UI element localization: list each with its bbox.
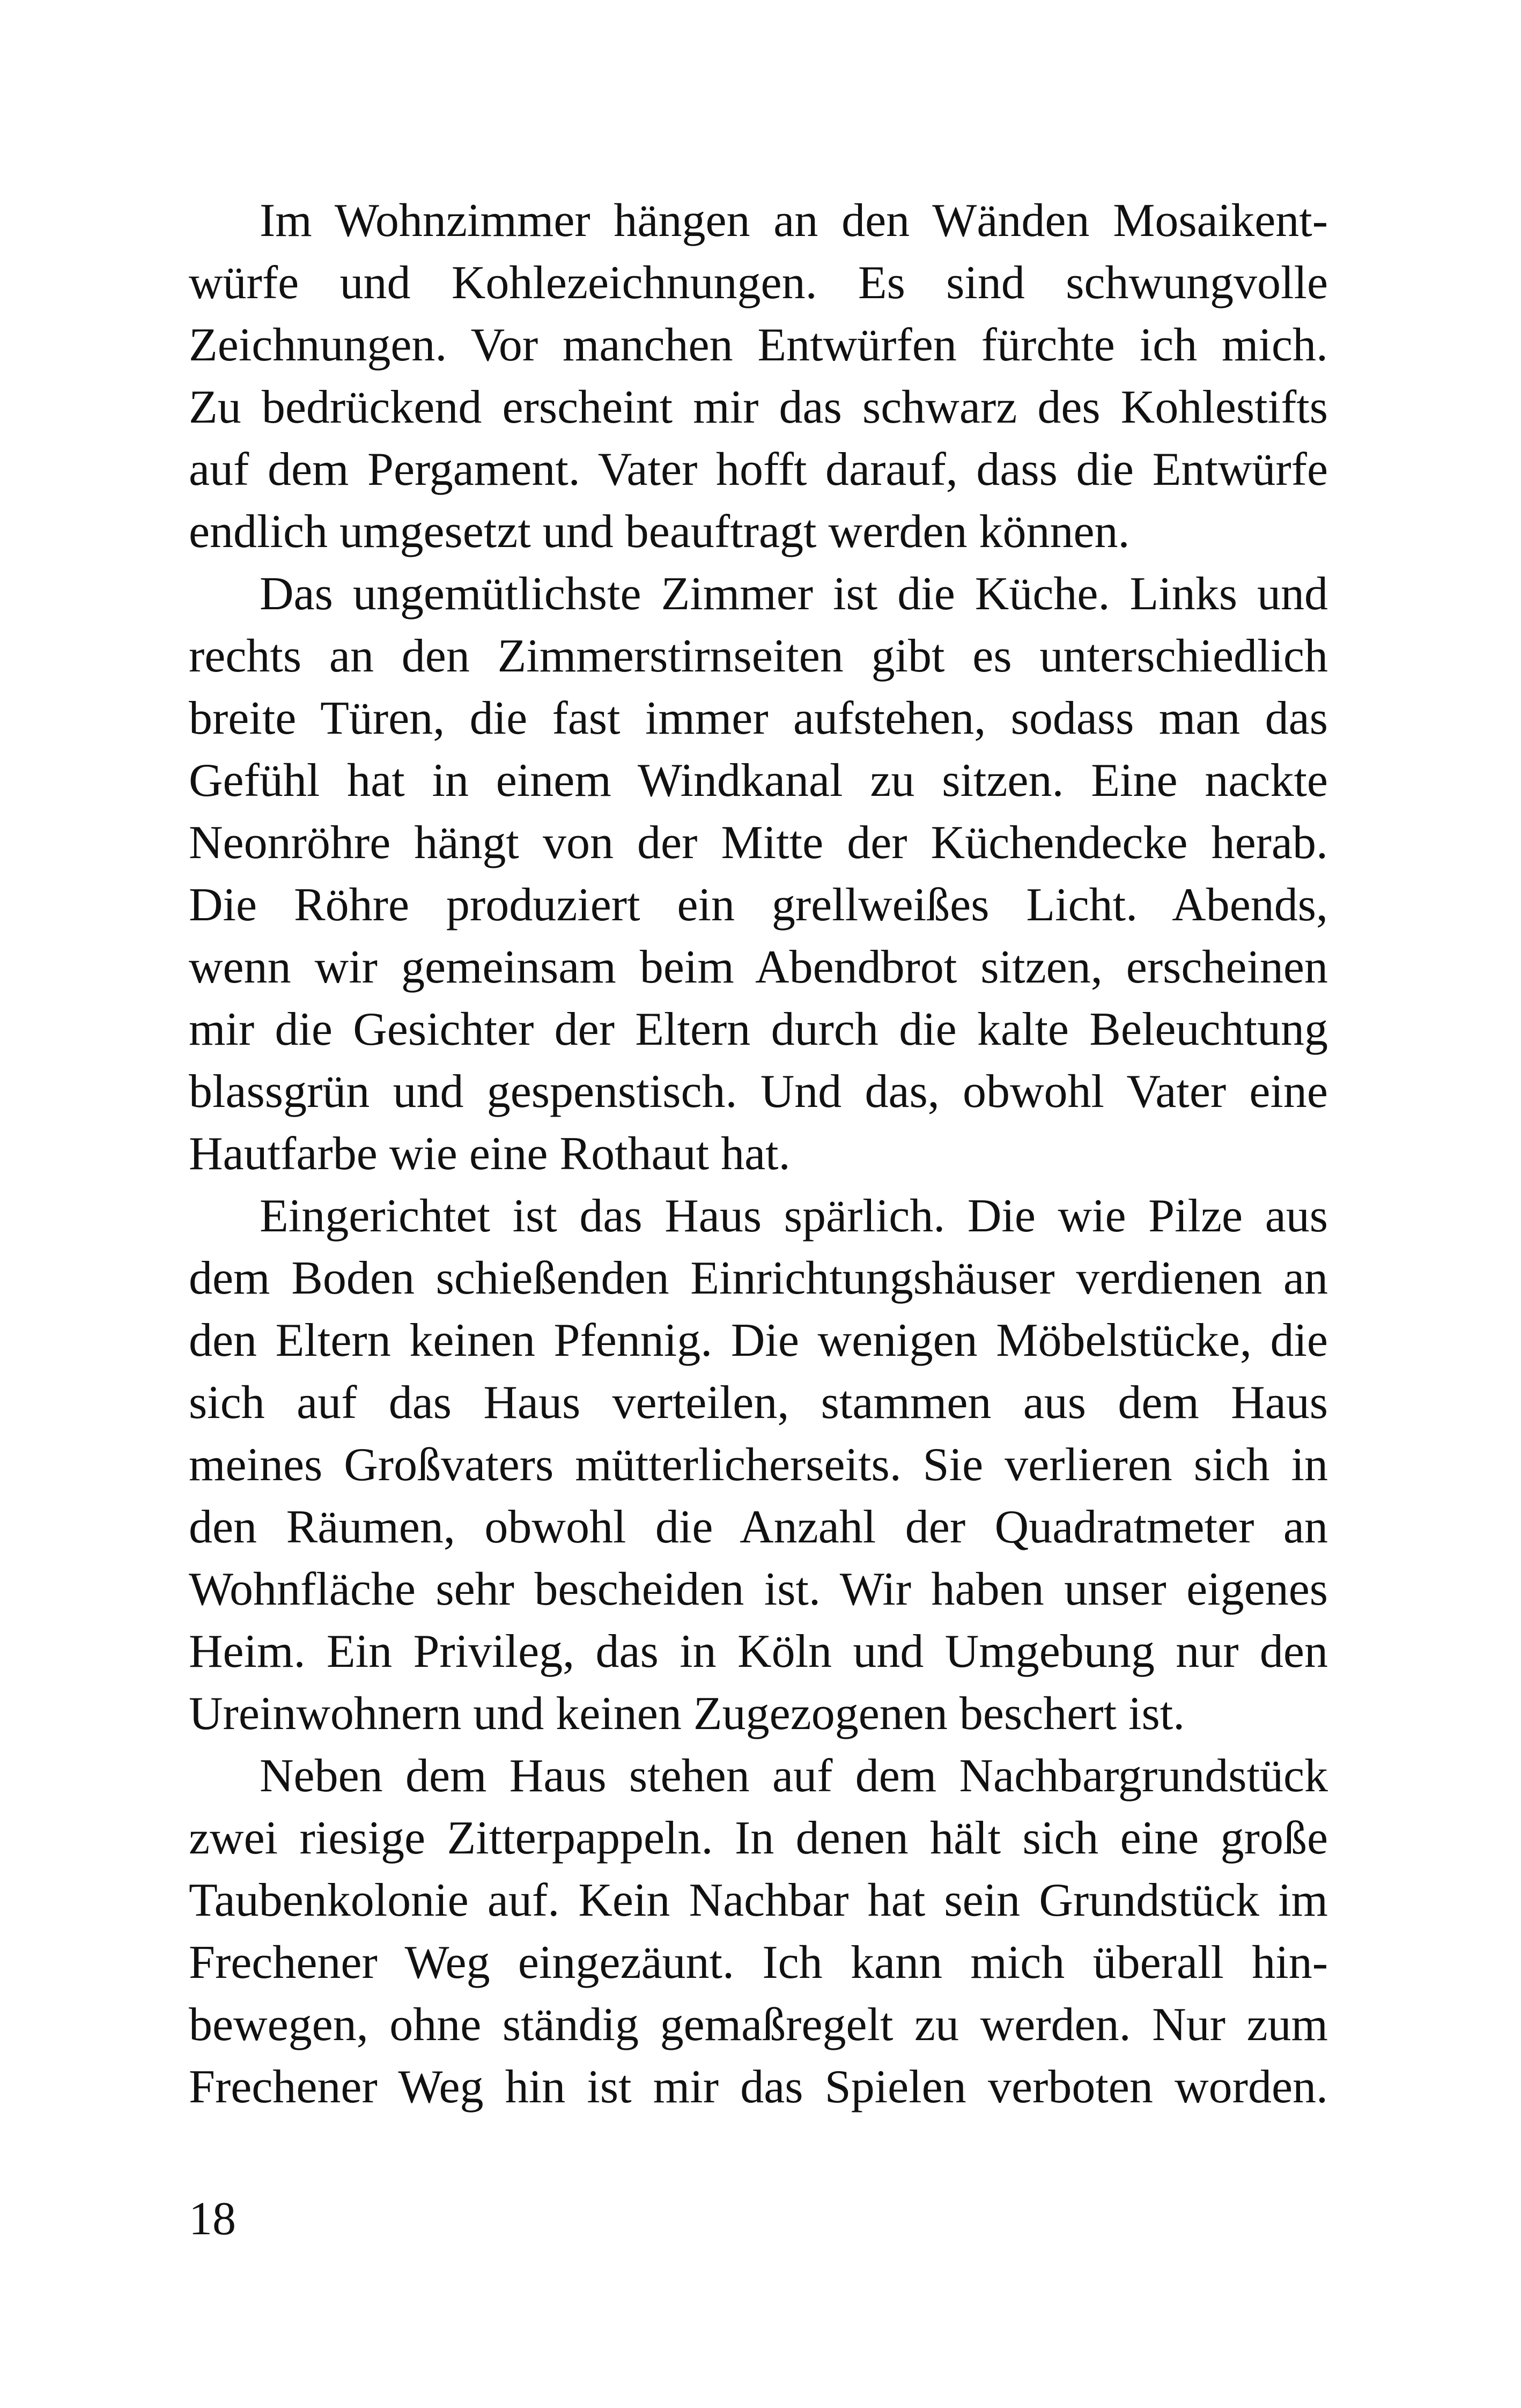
text-line: Zeichnungen. Vor manchen Entwürfen fürchte ich mich. [189,319,1328,371]
text-line: bewegen, ohne ständig gemaßregelt zu werden. Nur zum [189,1999,1328,2051]
text-line: Neonröhre hängt von der Mitte der Küchendecke herab. [189,817,1328,869]
text-line: Neben dem Haus stehen auf dem Nachbargrundstück [260,1750,1328,1802]
text-line: rechts an den Zimmerstirnseiten gibt es unterschiedlich [189,630,1328,682]
text-line: Ureinwohnern und keinen Zugezogenen beschert ist. [189,1688,1185,1740]
text-line: sich auf das Haus verteilen, stammen aus dem Haus [189,1377,1328,1429]
text-line: Im Wohnzimmer hängen an den Wänden Mosaikent- [260,195,1328,247]
text-line: den Eltern keinen Pfennig. Die wenigen Möbelstücke, die [189,1314,1328,1366]
text-line: auf dem Pergament. Vater hofft darauf, dass die Entwürfe [189,444,1328,496]
text-line: endlich umgesetzt und beauftragt werden können. [189,506,1130,558]
paragraph [189,1185,1328,1745]
text-line: Wohnfläche sehr bescheiden ist. Wir haben unser eigenes [189,1563,1328,1615]
text-line: Frechener Weg eingezäunt. Ich kann mich überall hin- [189,1937,1328,1989]
text-line: würfe und Kohlezeichnungen. Es sind schwungvolle [189,257,1328,309]
text-line: den Räumen, obwohl die Anzahl der Quadratmeter an [189,1501,1328,1553]
text-line: Frechener Weg hin ist mir das Spielen verboten worden. [189,2061,1328,2113]
text-line: Zu bedrückend erscheint mir das schwarz des Kohlestifts [189,381,1328,433]
text-line: meines Großvaters mütterlicherseits. Sie verlieren sich in [189,1439,1328,1491]
text-line: breite Türen, die fast immer aufstehen, sodass man das [189,692,1328,744]
text-line: Die Röhre produziert ein grellweißes Licht. Abends, [189,879,1328,931]
paragraph [189,190,1328,563]
text-line: Heim. Ein Privileg, das in Köln und Umgebung nur den [189,1626,1328,1678]
text-line: Hautfarbe wie eine Rothaut hat. [189,1128,791,1180]
body-text [189,190,1328,2118]
text-line: blassgrün und gespenstisch. Und das, obwohl Vater eine [189,1066,1328,1118]
text-line: zwei riesige Zitterpappeln. In denen hält sich eine große [189,1812,1328,1864]
text-line: Gefühl hat in einem Windkanal zu sitzen. Eine nackte [189,755,1328,807]
page-number: 18 [189,2193,236,2245]
text-line: Das ungemütlichste Zimmer ist die Küche. Links und [260,568,1328,620]
paragraph [189,1745,1328,2118]
text-line: wenn wir gemeinsam beim Abendbrot sitzen, erscheinen [189,941,1328,993]
text-line: Taubenkolonie auf. Kein Nachbar hat sein Grundstück im [189,1874,1328,1926]
paragraph [189,563,1328,1185]
text-line: Eingerichtet ist das Haus spärlich. Die wie Pilze aus [260,1190,1328,1242]
text-line: mir die Gesichter der Eltern durch die kalte Beleuchtung [189,1003,1328,1055]
text-line: dem Boden schießenden Einrichtungshäuser verdienen an [189,1252,1328,1304]
